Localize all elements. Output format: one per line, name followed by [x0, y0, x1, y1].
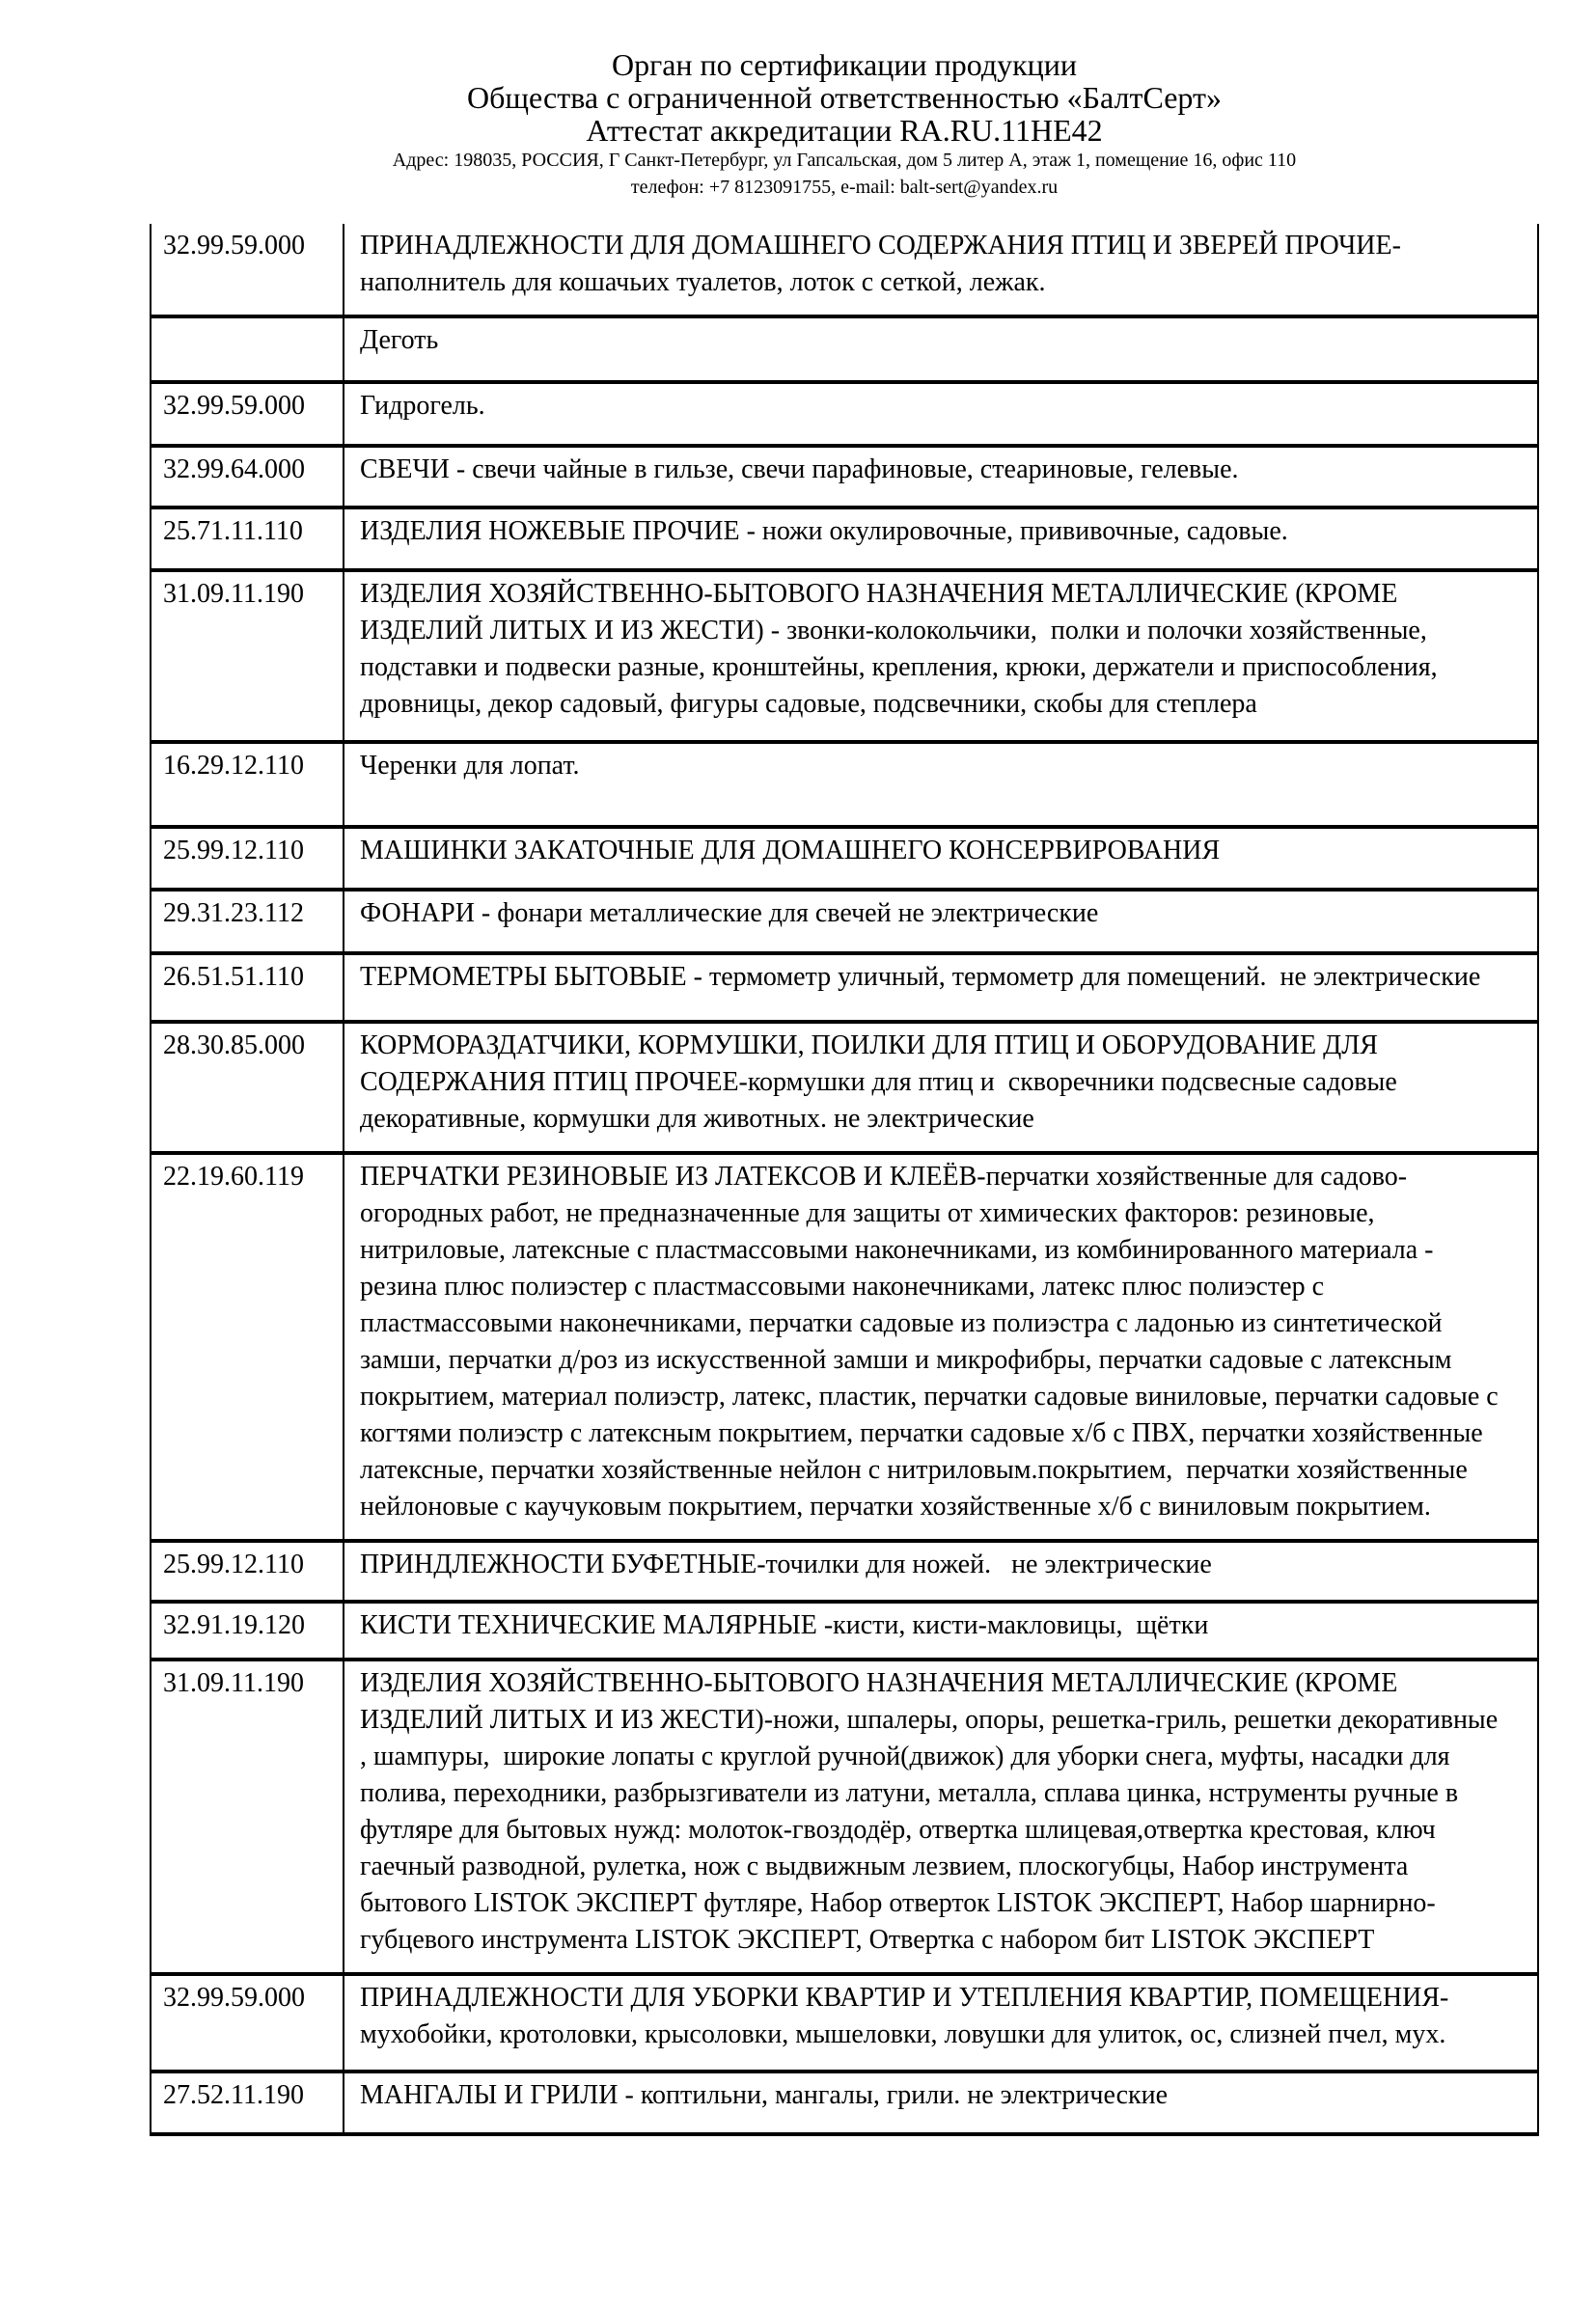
code-cell: 29.31.23.112 [151, 892, 344, 951]
table-row [151, 892, 1537, 955]
code-cell: 32.99.59.000 [151, 1976, 344, 2070]
table-row [151, 1155, 1537, 1543]
code-cell: 32.99.64.000 [151, 448, 344, 506]
code-cell: 31.09.11.190 [151, 1661, 344, 1972]
table-row [151, 384, 1537, 448]
table-row [151, 1604, 1537, 1661]
code-cell: 25.99.12.110 [151, 829, 344, 888]
description-cell: СВЕЧИ - свечи чайные в гильзе, свечи парафиновые, стеариновые, гелевые. [360, 454, 1239, 484]
description-cell: Деготь [360, 325, 439, 355]
table-row [151, 744, 1537, 829]
code-cell: 32.99.59.000 [151, 224, 344, 315]
table-row [151, 1543, 1537, 1604]
table-row [151, 1661, 1537, 1976]
code-cell: 32.99.59.000 [151, 384, 344, 444]
description-cell: Гидрогель. [360, 391, 485, 421]
organization-name: Общества с ограниченной ответственностью «БалтСерт» [467, 80, 1222, 115]
code-cell: 31.09.11.190 [151, 572, 344, 740]
code-cell [151, 318, 344, 380]
description-cell: ИЗДЕЛИЯ НОЖЕВЫЕ ПРОЧИЕ - ножи окулировочные, прививочные, садовые. [360, 516, 1288, 546]
table-row [151, 509, 1537, 572]
code-cell: 27.52.11.190 [151, 2073, 344, 2132]
description-cell: Черенки для лопат. [360, 751, 580, 781]
code-cell: 26.51.51.110 [151, 955, 344, 1020]
description-cell: МАШИНКИ ЗАКАТОЧНЫЕ ДЛЯ ДОМАШНЕГО КОНСЕРВИРОВАНИЯ [360, 836, 1221, 865]
table-row [151, 2073, 1537, 2136]
code-cell: 22.19.60.119 [151, 1155, 344, 1539]
address-line: Адрес: 198035, РОССИЯ, Г Санкт-Петербург, ул Гапсальская, дом 5 литер А, этаж 1, помещение 16, офис 110 [392, 150, 1297, 171]
table-row [151, 572, 1537, 744]
certification-body-title: Орган по сертификации продукции [611, 47, 1078, 82]
table-row [151, 1976, 1537, 2073]
description-cell: ТЕРМОМЕТРЫ БЫТОВЫЕ - термометр уличный, термометр для помещений. не электрические [360, 962, 1481, 992]
table-row [151, 829, 1537, 892]
table-row [151, 448, 1537, 509]
description-cell: МАНГАЛЫ И ГРИЛИ - коптильни, мангалы, грили. не электрические [360, 2080, 1169, 2110]
description-cell: ПЕРЧАТКИ РЕЗИНОВЫЕ ИЗ ЛАТЕКСОВ И КЛЕЁВ-перчатки хозяйственные для садово-огородных работ, не предназначенные для защиты от химических факторов: резиновые, нитриловые, латексные с пластмассовыми наконечниками, из комбинированного материала - резина плюс полиэстер с пластмассовыми наконечниками, латекс плюс полиэстер с пластмассовыми наконечниками, перчатки садовые из полиэстра с ладонью из синтетической замши, перчатки д/роз из искусственной замши и микрофибры, перчатки садовые с латексным покрытием, материал полиэстр, латекс, пластик, перчатки садовые виниловые, перчатки садовые с когтями полиэстр с латексным покрытием, перчатки садовые х/б с ПВХ, перчатки хозяйственные латексные, перчатки хозяйственные нейлон с нитриловым.покрытием, перчатки хозяйственные нейлоновые с каучуковым покрытием, перчатки хозяйственные х/б с виниловым покрытием. [360, 1162, 1505, 1522]
table-row [151, 955, 1537, 1024]
description-cell: ПРИНАДЛЕЖНОСТИ ДЛЯ ДОМАШНЕГО СОДЕРЖАНИЯ ПТИЦ И ЗВЕРЕЙ ПРОЧИЕ-наполнитель для кошачьих туалетов, лоток с сеткой, лежак. [360, 231, 1401, 297]
table-row [151, 318, 1537, 384]
description-cell: ФОНАРИ - фонари металлические для свечей не электрические [360, 898, 1099, 928]
document-header [150, 48, 1539, 201]
code-cell: 25.71.11.110 [151, 509, 344, 568]
description-cell: ПРИНДЛЕЖНОСТИ БУФЕТНЫЕ-точилки для ножей. не электрические [360, 1550, 1212, 1579]
code-cell: 32.91.19.120 [151, 1604, 344, 1658]
table-row [151, 224, 1537, 318]
description-cell: ИЗДЕЛИЯ ХОЗЯЙСТВЕННО-БЫТОВОГО НАЗНАЧЕНИЯ МЕТАЛЛИЧЕСКИЕ (КРОМЕ ИЗДЕЛИЙ ЛИТЫХ И ИЗ ЖЕСТИ)-ножи, шпалеры, опоры, решетка-гриль, решетки декоративные , шампуры, широкие лопаты с круглой ручной(движок) для уборки снега, муфты, насадки для полива, переходники, разбрызгиватели из латуни, металла, сплава цинка, нструменты ручные в футляре для бытовых нужд: молоток-гвоздодёр, отвертка шлицевая,отвертка крестовая, ключ гаечный разводной, рулетка, нож с выдвижным лезвием, плоскогубцы, Набор инструмента бытового LISTOK ЭКСПЕРТ футляре, Набор отверток LISTOK ЭКСПЕРТ, Набор шарнирно-губцевого инструмента LISTOK ЭКСПЕРТ, Отвертка с набором бит LISTOK ЭКСПЕРТ [360, 1668, 1505, 1955]
description-cell: ИЗДЕЛИЯ ХОЗЯЙСТВЕННО-БЫТОВОГО НАЗНАЧЕНИЯ МЕТАЛЛИЧЕСКИЕ (КРОМЕ ИЗДЕЛИЙ ЛИТЫХ И ИЗ ЖЕСТИ) - звонки-колокольчики, полки и полочки хозяйственные, подставки и подвески разные, кронштейны, крепления, крюки, держатели и приспособления, дровницы, декор садовый, фигуры садовые, подсвечники, скобы для степлера [360, 579, 1451, 719]
description-cell: КИСТИ ТЕХНИЧЕСКИЕ МАЛЯРНЫЕ -кисти, кисти-макловицы, щётки [360, 1610, 1209, 1640]
accreditation-certificate: Аттестат аккредитации RA.RU.11НЕ42 [586, 113, 1103, 148]
contact-line: телефон: +7 8123091755, e-mail: balt-sert@yandex.ru [630, 177, 1059, 198]
code-cell: 28.30.85.000 [151, 1024, 344, 1151]
description-cell: КОРМОРАЗДАТЧИКИ, КОРМУШКИ, ПОИЛКИ ДЛЯ ПТИЦ И ОБОРУДОВАНИЕ ДЛЯ СОДЕРЖАНИЯ ПТИЦ ПРОЧЕЕ-кормушки для птиц и скворечники подсвесные садовые декоративные, кормушки для животных. не электрические [360, 1030, 1404, 1134]
products-table [150, 224, 1539, 2136]
table-row [151, 1024, 1537, 1155]
code-cell: 25.99.12.110 [151, 1543, 344, 1600]
description-cell: ПРИНАДЛЕЖНОСТИ ДЛЯ УБОРКИ КВАРТИР И УТЕПЛЕНИЯ КВАРТИР, ПОМЕЩЕНИЯ-мухобойки, кротоловки, крысоловки, мышеловки, ловушки для улиток, ос, слизней пчел, мух. [360, 1983, 1449, 2049]
code-cell: 16.29.12.110 [151, 744, 344, 825]
